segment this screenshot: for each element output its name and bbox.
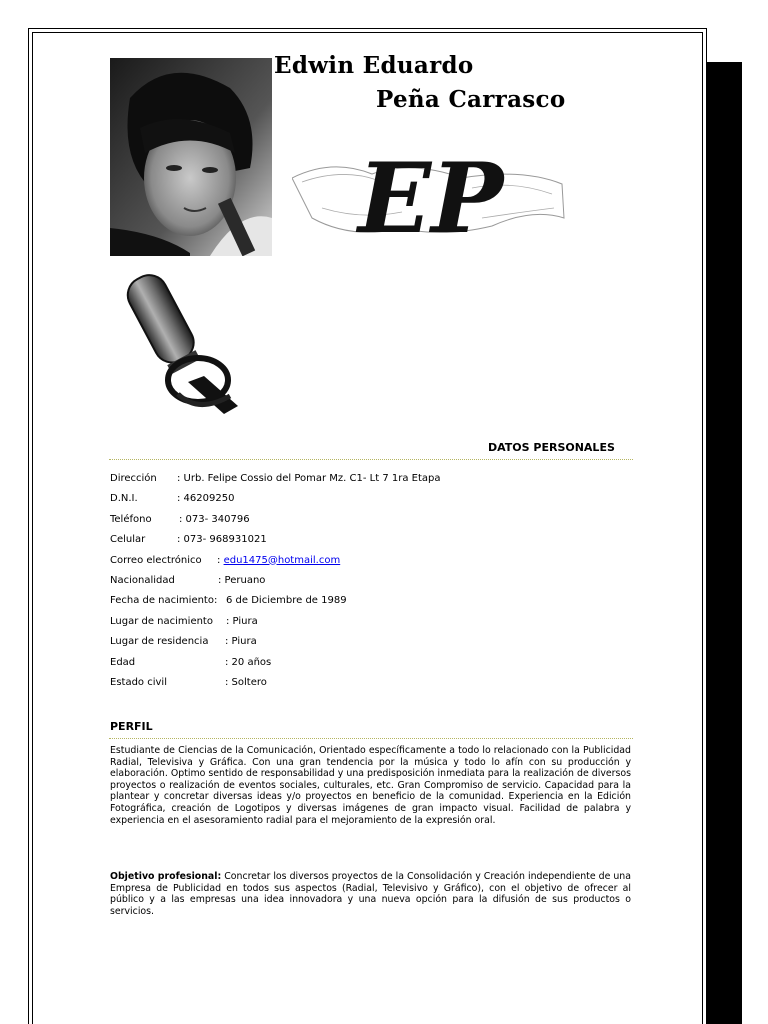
email-link[interactable]: edu1475@hotmail.com — [223, 554, 341, 566]
info-row-celular: Celular : 073- 968931021 — [110, 534, 267, 546]
section-title-datos: DATOS PERSONALES — [488, 441, 615, 454]
page-shadow — [707, 62, 742, 1024]
objective-paragraph — [110, 871, 631, 917]
info-row-correo: Correo electrónico : edu1475@hotmail.com — [110, 554, 341, 566]
objective-text: Concretar los diversos proyectos de la Consolidación y Creación independiente de una Empresa de Publicidad en todos sus aspectos (Radial, Televisivo y Gráfico), con el objetivo de ofrecer al público y a las empresas una idea innovadora y una nueva opción para la difusión de sus productos o servicios. — [110, 871, 631, 917]
profile-paragraph: Estudiante de Ciencias de la Comunicación, Orientado específicamente a todo lo relacionado con la Publicidad Radial, Televisiva y Gráfica. Con una gran tendencia por la música y todo lo afín con su producción y elaboración. Optimo sentido de responsabilidad y una predisposición inmediata para la realización de diversos proyectos o realización de eventos sociales, culturales, etc. Gran Compromiso de servicio. Capacidad para la plantear y concretar diversas ideas y/o proyectos en beneficio de la comunidad. Experiencia en la Edición Fotográfica, creación de Logotipos y diversas imágenes de gran impacto visual. Facilidad de palabra y experiencia en el asesoramiento radial para el mejoramiento de la expresión oral. — [110, 745, 631, 826]
logo-text: EP — [358, 148, 504, 244]
ep-monogram-logo — [292, 148, 570, 244]
info-row-estado-civil: Estado civil : Soltero — [110, 676, 267, 688]
objective-label: Objetivo profesional: — [110, 871, 222, 882]
studio-microphone-icon — [118, 264, 242, 414]
info-row-edad: Edad : 20 años — [110, 656, 272, 668]
name-line-2: Peña Carrasco — [376, 86, 566, 113]
info-row-dni: D.N.I. : 46209250 — [110, 493, 235, 505]
name-line-1: Edwin Eduardo — [274, 52, 474, 79]
section-divider — [109, 459, 633, 460]
info-row-nacionalidad: Nacionalidad : Peruano — [110, 574, 266, 586]
info-row-fecha: Fecha de nacimiento: 6 de Diciembre de 1989 — [110, 595, 347, 607]
section-divider — [109, 738, 633, 739]
section-title-perfil: PERFIL — [110, 720, 153, 733]
personal-data-list — [110, 472, 630, 696]
info-row-telefono: Teléfono : 073- 340796 — [110, 513, 250, 525]
info-row-direccion: Dirección : Urb. Felipe Cossio del Pomar Mz. C1- Lt 7 1ra Etapa — [110, 473, 441, 484]
portrait-photo — [110, 58, 272, 256]
info-row-lugar-nacimiento: Lugar de nacimiento : Piura — [110, 615, 258, 627]
info-row-lugar-residencia: Lugar de residencia : Piura — [110, 636, 257, 648]
